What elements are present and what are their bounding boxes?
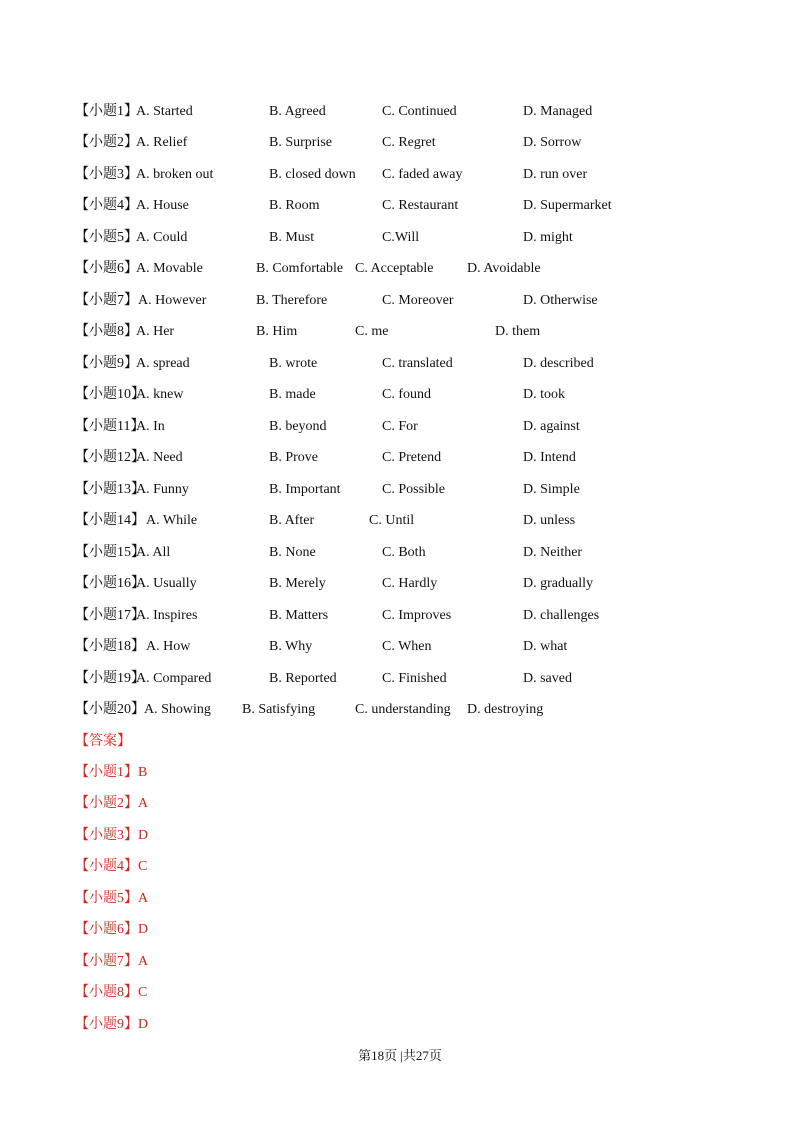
- option-a: A. spread: [136, 356, 190, 371]
- answer-item: 【小题9】D: [75, 1017, 149, 1032]
- question-row: [0, 101, 800, 123]
- option-d: D. Otherwise: [523, 293, 598, 308]
- answer-item: 【小题6】D: [75, 922, 149, 937]
- option-a: A. Movable: [136, 261, 203, 276]
- option-a: A. Could: [136, 230, 188, 245]
- option-a: A. Relief: [136, 135, 188, 150]
- question-row: [0, 479, 800, 501]
- option-c: C. For: [382, 419, 418, 434]
- question-number: 【小题3】: [75, 167, 138, 182]
- answer-heading: 【答案】: [75, 734, 131, 749]
- option-a: A. However: [138, 293, 207, 308]
- answer-item: 【小题4】C: [75, 859, 148, 874]
- option-a: A. While: [146, 513, 198, 528]
- option-c: C. Acceptable: [355, 261, 434, 276]
- option-c: C. Until: [369, 513, 415, 528]
- option-b: B. After: [269, 513, 315, 528]
- question-row: [0, 447, 800, 469]
- question-number: 【小题6】: [75, 261, 138, 276]
- option-d: D. Intend: [523, 450, 576, 465]
- option-d: D. them: [495, 324, 541, 339]
- option-a: A. Started: [136, 104, 193, 119]
- answer-item: 【小题7】A: [75, 954, 149, 969]
- option-c: C. Both: [382, 545, 426, 560]
- question-row: [0, 636, 800, 658]
- question-number: 【小题20】: [75, 702, 145, 717]
- option-b: B. Therefore: [256, 293, 328, 308]
- question-number: 【小题16】: [75, 576, 145, 591]
- option-b: B. Prove: [269, 450, 318, 465]
- option-c: C. me: [355, 324, 389, 339]
- question-row: [0, 290, 800, 312]
- option-d: D. destroying: [467, 702, 544, 717]
- option-c: C. Hardly: [382, 576, 438, 591]
- option-b: B. Why: [269, 639, 313, 654]
- question-row: [0, 542, 800, 564]
- option-a: A. All: [136, 545, 171, 560]
- option-d: D. saved: [523, 671, 572, 686]
- option-c: C. found: [382, 387, 431, 402]
- question-row: [0, 353, 800, 375]
- option-a: A. Inspires: [136, 608, 198, 623]
- option-b: B. Room: [269, 198, 320, 213]
- question-row: [0, 164, 800, 186]
- option-d: D. might: [523, 230, 573, 245]
- option-d: D. unless: [523, 513, 576, 528]
- question-number: 【小题14】: [75, 513, 145, 528]
- option-c: C. Possible: [382, 482, 446, 497]
- answer-item: 【小题1】B: [75, 765, 148, 780]
- question-number: 【小题12】: [75, 450, 145, 465]
- option-a: A. Her: [136, 324, 175, 339]
- option-a: A. Showing: [144, 702, 211, 717]
- option-c: C. translated: [382, 356, 453, 371]
- option-c: C. Restaurant: [382, 198, 459, 213]
- option-b: B. made: [269, 387, 316, 402]
- question-row: [0, 699, 800, 721]
- option-d: D. Neither: [523, 545, 583, 560]
- question-number: 【小题9】: [75, 356, 138, 371]
- option-c: C. Pretend: [382, 450, 442, 465]
- question-number: 【小题2】: [75, 135, 138, 150]
- question-number: 【小题4】: [75, 198, 138, 213]
- option-b: B. Comfortable: [256, 261, 344, 276]
- question-number: 【小题8】: [75, 324, 138, 339]
- option-a: A. Funny: [136, 482, 189, 497]
- answer-item: 【小题5】A: [75, 891, 149, 906]
- question-row: [0, 258, 800, 280]
- option-a: A. Need: [136, 450, 183, 465]
- answer-item: 【小题3】D: [75, 828, 149, 843]
- question-number: 【小题17】: [75, 608, 145, 623]
- question-number: 【小题18】: [75, 639, 145, 654]
- question-row: [0, 668, 800, 690]
- option-b: B. Merely: [269, 576, 326, 591]
- option-a: A. Usually: [136, 576, 197, 591]
- option-c: C. Continued: [382, 104, 457, 119]
- option-d: D. gradually: [523, 576, 593, 591]
- option-b: B. wrote: [269, 356, 318, 371]
- option-d: D. run over: [523, 167, 588, 182]
- question-row: [0, 384, 800, 406]
- question-number: 【小题19】: [75, 671, 145, 686]
- option-d: D. what: [523, 639, 568, 654]
- option-d: D. Supermarket: [523, 198, 612, 213]
- option-b: B. Reported: [269, 671, 337, 686]
- option-b: B. Him: [256, 324, 298, 339]
- option-c: C. Finished: [382, 671, 447, 686]
- option-b: B. Must: [269, 230, 315, 245]
- option-c: C.Will: [382, 230, 420, 245]
- option-d: D. Simple: [523, 482, 580, 497]
- option-d: D. described: [523, 356, 594, 371]
- option-b: B. closed down: [269, 167, 356, 182]
- answer-item: 【小题2】A: [75, 796, 149, 811]
- question-row: [0, 132, 800, 154]
- option-b: B. Matters: [269, 608, 329, 623]
- question-number: 【小题7】: [75, 293, 138, 308]
- option-c: C. Improves: [382, 608, 452, 623]
- option-d: D. against: [523, 419, 580, 434]
- option-a: A. How: [146, 639, 191, 654]
- question-row: [0, 416, 800, 438]
- answer-item: 【小题8】C: [75, 985, 148, 1000]
- question-number: 【小题5】: [75, 230, 138, 245]
- option-b: B. Important: [269, 482, 341, 497]
- question-number: 【小题13】: [75, 482, 145, 497]
- question-number: 【小题11】: [75, 419, 145, 434]
- option-c: C. When: [382, 639, 432, 654]
- question-number: 【小题15】: [75, 545, 145, 560]
- option-a: A. Compared: [136, 671, 212, 686]
- question-row: [0, 195, 800, 217]
- option-d: D. took: [523, 387, 565, 402]
- option-d: D. Avoidable: [467, 261, 541, 276]
- option-a: A. In: [136, 419, 165, 434]
- option-b: B. Agreed: [269, 104, 326, 119]
- option-b: B. Surprise: [269, 135, 332, 150]
- option-b: B. Satisfying: [242, 702, 316, 717]
- question-row: [0, 573, 800, 595]
- option-c: C. understanding: [355, 702, 451, 717]
- option-b: B. beyond: [269, 419, 327, 434]
- option-c: C. faded away: [382, 167, 463, 182]
- page-footer: 第18页 |共27页: [358, 1048, 442, 1063]
- option-a: A. House: [136, 198, 189, 213]
- option-d: D. Managed: [523, 104, 593, 119]
- option-d: D. challenges: [523, 608, 600, 623]
- option-a: A. broken out: [136, 167, 214, 182]
- option-d: D. Sorrow: [523, 135, 582, 150]
- question-row: [0, 510, 800, 532]
- option-a: A. knew: [136, 387, 184, 402]
- question-row: [0, 227, 800, 249]
- question-row: [0, 321, 800, 343]
- question-number: 【小题10】: [75, 387, 145, 402]
- option-c: C. Moreover: [382, 293, 454, 308]
- option-c: C. Regret: [382, 135, 436, 150]
- question-row: [0, 605, 800, 627]
- option-b: B. None: [269, 545, 316, 560]
- question-number: 【小题1】: [75, 104, 138, 119]
